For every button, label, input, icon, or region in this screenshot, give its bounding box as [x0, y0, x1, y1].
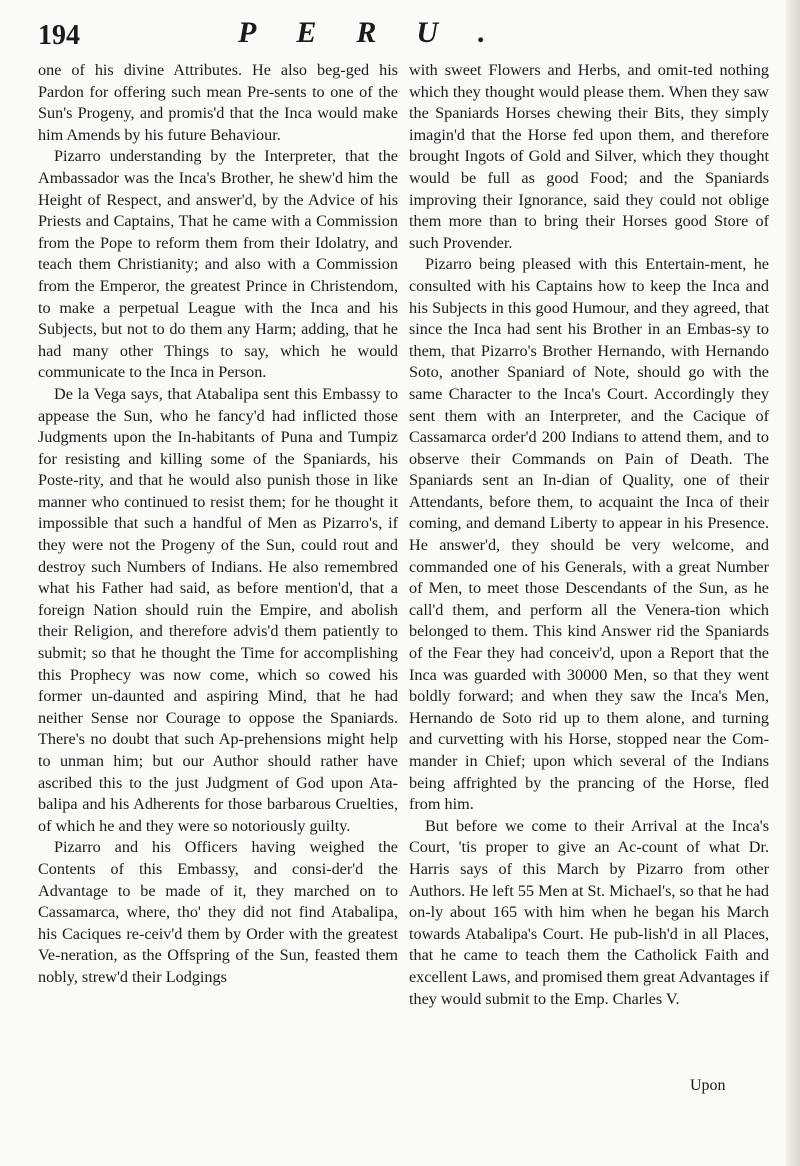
page-header — [38, 12, 770, 62]
page-edge-shadow — [786, 0, 800, 1166]
right-column — [409, 60, 769, 1010]
running-head: PERU. — [238, 16, 526, 49]
paragraph: one of his divine Attributes. He also beg-ged his Pardon for offering such mean Pre-sents to one of the Sun's Progeny, and promis'd that the Inca would make him Amends by his future Behaviour. — [38, 61, 398, 144]
paragraph: De la Vega says, that Atabalipa sent this Embassy to appease the Sun, who he fancy'd had inflicted those Judgments upon the In-habitants of Puna and Tumpiz for resisting and killing some of the Spaniards, his Poste-rity, and that he would also punish those in like manner who continued to resist them; for he thought it impossible that such a handful of Men as Pizarro's, if they were not the Progeny of the Sun, could rout and destroy such Numbers of Indians. He also remembred what his Father had said, as before mention'd, that a foreign Nation should ruin the Empire, and abolish their Religion, and therefore advis'd them patiently to submit; so that he thought the Time for accomplishing this Prophecy was now come, which so cowed his former un-daunted and aspiring Mind, that he had neither Sense nor Courage to oppose the Spaniards. There's no doubt that such Ap-prehensions might help to unman him; but our Author should rather have ascribed this to the just Judgment of God upon Ata-balipa and his Adherents for those barbarous Cruelties, of which he and they were so notoriously guilty. — [38, 384, 398, 835]
catchword: Upon — [690, 1077, 726, 1094]
left-column — [38, 60, 398, 989]
paragraph: But before we come to their Arrival at the Inca's Court, 'tis proper to give an Ac-count of what Dr. Harris says of this March by Pizarro from other Authors. He left 55 Men at St. Michael's, so that he had on-ly about 165 with him when he began his March towards Atabalipa's Court. He pub-lish'd in all Places, that he came to teach them the Catholick Faith and excellent Laws, and promised them great Advantages if they would submit to the Emp. Charles V. — [409, 816, 769, 1008]
paragraph: with sweet Flowers and Herbs, and omit-ted nothing which they thought would please them. When they saw the Spaniards Horses chewing their Bits, they simply imagin'd that the Horse fed upon them, and therefore brought Ingots of Gold and Silver, which they thought would be full as good Food; and the Spaniards improving their Ignorance, said they could not oblige them more than to bring their Horses good Store of such Provender. — [409, 61, 769, 252]
page-number: 194 — [38, 20, 80, 51]
paragraph: Pizarro understanding by the Interpreter, that the Ambassador was the Inca's Brother, he shew'd him the Height of Respect, and answer'd, by the Advice of his Priests and Captains, That he came with a Commission from the Pope to reform them from their Idolatry, and teach them Christianity; and also with a Commission from the Emperor, the greatest Prince in Christendom, to make a perpetual League with the Inca and his Subjects, but not to do them any Harm; adding, that he had many other Things to say, which he would communicate to the Inca in Person. — [38, 147, 398, 382]
paragraph: Pizarro and his Officers having weighed the Contents of this Embassy, and consi-der'd the Advantage to be made of it, they marched on to Cassamarca, where, tho' they did not find Atabalipa, his Caciques re-ceiv'd them by Order with the greatest Ve-neration, as the Offspring of the Sun, feasted them nobly, strew'd their Lodgings — [38, 838, 398, 986]
paragraph: Pizarro being pleased with this Entertain-ment, he consulted with his Captains how to keep the Inca and his Subjects in this good Humour, and they agreed, that since the Inca had sent his Brother in an Embas-sy to them, that Pizarro's Brother Hernando, with Hernando Soto, another Spaniard of Note, should go with the same Character to the Inca's Court. Accordingly they sent them with an Interpreter, and the Cacique of Cassamarca order'd 200 Indians to attend them, and to observe their Commands on Pain of Death. The Spaniards sent an In-dian of Quality, one of their Attendants, before them, to acquaint the Inca of their coming, and demand Liberty to appear in his Presence. He answer'd, they should be very welcome, and commanded one of his Generals, with a great Number of Men, to meet those Descendants of the Sun, as he call'd them, and perform all the Venera-tion which belonged to them. This kind Answer rid the Spaniards of the Fear they had conceiv'd, upon a Report that the Inca was guarded with 30000 Men, so that they went boldly forward; and when they saw the Inca's Men, Hernando de Soto rid up to them alone, and turning and curvetting with his Horse, stopped near the Com-mander in Chief; upon which several of the Indians being affrighted by the prancing of the Horse, fled from him. — [409, 255, 769, 814]
